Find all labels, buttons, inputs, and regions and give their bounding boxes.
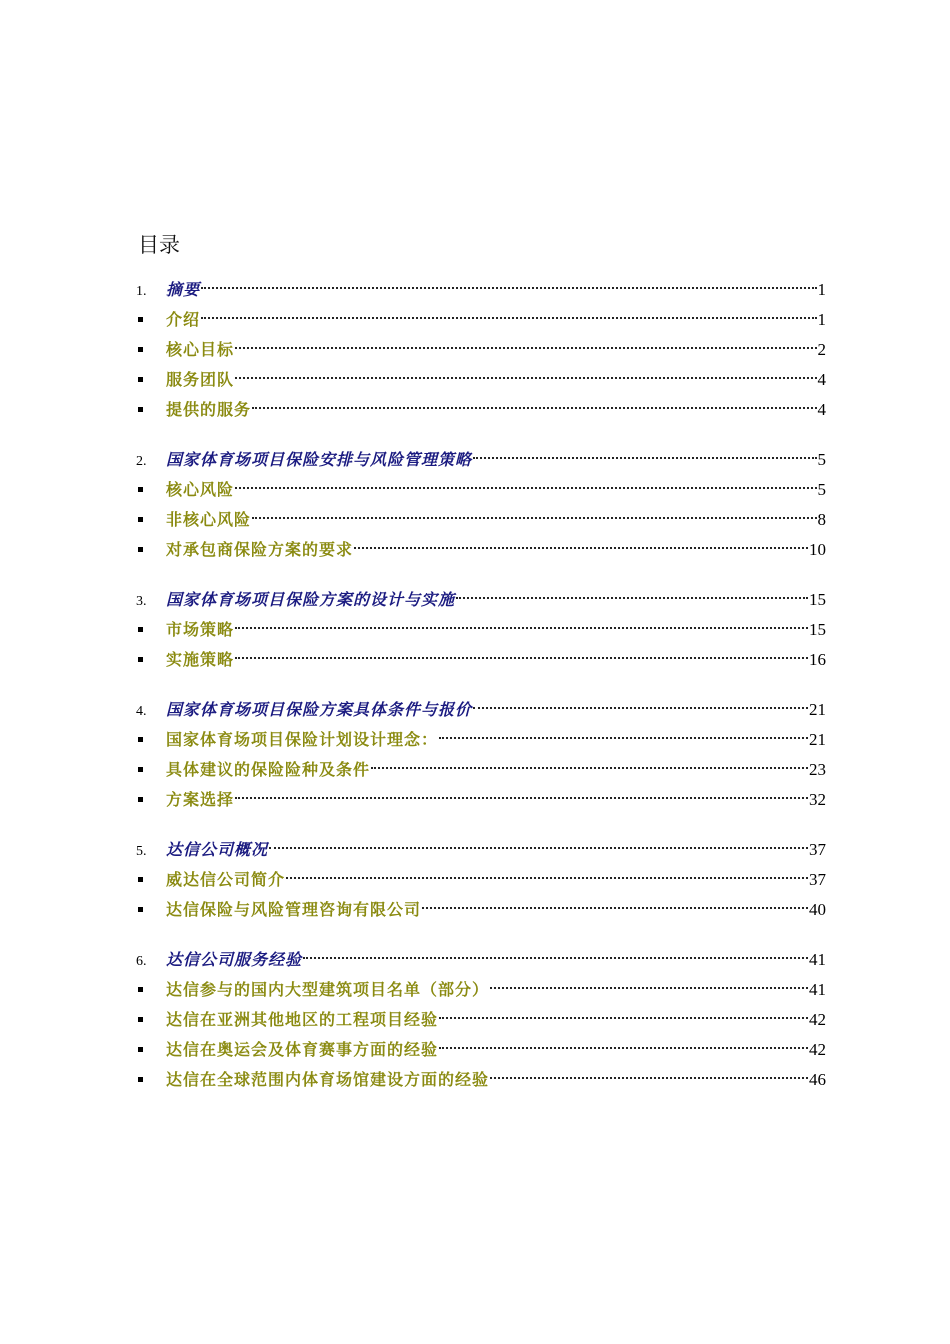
toc-heading-row[interactable] xyxy=(136,445,826,475)
bullet-marker xyxy=(136,727,166,757)
dot-leader xyxy=(439,1017,808,1019)
page-number: 2 xyxy=(817,340,826,359)
page-number: 5 xyxy=(817,450,826,469)
square-bullet-icon xyxy=(138,547,143,552)
toc-item-row[interactable] xyxy=(136,785,826,815)
toc-section xyxy=(136,275,826,425)
square-bullet-icon xyxy=(138,737,143,742)
page-number: 23 xyxy=(809,760,826,779)
toc-item-label: 服务团队 xyxy=(166,370,235,389)
page-number: 37 xyxy=(809,870,826,889)
section-number: 3. xyxy=(136,594,147,609)
square-bullet-icon xyxy=(138,1017,143,1022)
square-bullet-icon xyxy=(138,877,143,882)
page-number: 15 xyxy=(809,620,826,639)
toc-item-label: 非核心风险 xyxy=(166,510,252,529)
toc-item-row[interactable] xyxy=(136,1065,826,1095)
dot-leader xyxy=(490,987,808,989)
bullet-marker xyxy=(136,1067,166,1097)
toc-item-row[interactable] xyxy=(136,615,826,645)
page-number: 32 xyxy=(809,790,826,809)
dot-leader xyxy=(235,627,808,629)
page-number: 21 xyxy=(809,730,826,749)
toc-heading-row[interactable] xyxy=(136,835,826,865)
square-bullet-icon xyxy=(138,517,143,522)
section-heading: 摘要 xyxy=(166,280,201,299)
square-bullet-icon xyxy=(138,377,143,382)
dot-leader xyxy=(490,1077,808,1079)
toc-item-label: 提供的服务 xyxy=(166,400,252,419)
bullet-marker xyxy=(136,977,166,1007)
page-number: 8 xyxy=(817,510,826,529)
toc-section xyxy=(136,835,826,925)
dot-leader xyxy=(456,597,808,599)
bullet-marker xyxy=(136,507,166,537)
toc-heading-row[interactable] xyxy=(136,695,826,725)
dot-leader xyxy=(252,517,816,519)
toc-item-label: 方案选择 xyxy=(166,790,235,809)
dot-leader xyxy=(371,767,808,769)
toc-item-label: 达信保险与风险管理咨询有限公司 xyxy=(166,900,422,919)
section-number: 4. xyxy=(136,704,147,719)
toc-item-label: 国家体育场项目保险计划设计理念： xyxy=(166,730,439,749)
page-number: 1 xyxy=(817,280,826,299)
section-heading: 国家体育场项目保险方案具体条件与报价 xyxy=(166,700,473,719)
toc-item-row[interactable] xyxy=(136,505,826,535)
page-number: 4 xyxy=(817,370,826,389)
page-number: 1 xyxy=(817,310,826,329)
toc-item-row[interactable] xyxy=(136,305,826,335)
section-number: 5. xyxy=(136,844,147,859)
page-number: 46 xyxy=(809,1070,826,1089)
dot-leader xyxy=(473,457,816,459)
dot-leader xyxy=(439,1047,808,1049)
toc-item-row[interactable] xyxy=(136,1005,826,1035)
section-heading: 国家体育场项目保险安排与风险管理策略 xyxy=(166,450,473,469)
section-heading: 国家体育场项目保险方案的设计与实施 xyxy=(166,590,456,609)
toc-item-label: 核心风险 xyxy=(166,480,235,499)
bullet-marker xyxy=(136,647,166,677)
page-number: 21 xyxy=(809,700,826,719)
square-bullet-icon xyxy=(138,987,143,992)
page-number: 5 xyxy=(817,480,826,499)
dot-leader xyxy=(201,317,816,319)
toc-item-label: 达信参与的国内大型建筑项目名单（部分） xyxy=(166,980,490,999)
bullet-marker xyxy=(136,537,166,567)
section-number: 2. xyxy=(136,454,147,469)
dot-leader xyxy=(235,487,816,489)
toc-item-row[interactable] xyxy=(136,475,826,505)
toc-heading-row[interactable] xyxy=(136,275,826,305)
toc-heading-row[interactable] xyxy=(136,585,826,615)
square-bullet-icon xyxy=(138,797,143,802)
bullet-marker xyxy=(136,787,166,817)
dot-leader xyxy=(439,737,808,739)
bullet-marker xyxy=(136,397,166,427)
bullet-marker xyxy=(136,477,166,507)
page-number: 42 xyxy=(809,1010,826,1029)
page-number: 15 xyxy=(809,590,826,609)
square-bullet-icon xyxy=(138,627,143,632)
toc-item-row[interactable] xyxy=(136,645,826,675)
toc-section xyxy=(136,585,826,675)
dot-leader xyxy=(235,797,808,799)
page-number: 41 xyxy=(809,950,826,969)
toc-item-label: 具体建议的保险险种及条件 xyxy=(166,760,371,779)
table-of-contents xyxy=(136,275,826,1115)
page-number: 40 xyxy=(809,900,826,919)
dot-leader xyxy=(473,707,808,709)
bullet-marker xyxy=(136,867,166,897)
square-bullet-icon xyxy=(138,407,143,412)
bullet-marker xyxy=(136,617,166,647)
page-number: 16 xyxy=(809,650,826,669)
dot-leader xyxy=(235,347,816,349)
page-number: 37 xyxy=(809,840,826,859)
page-number: 42 xyxy=(809,1040,826,1059)
bullet-marker xyxy=(136,1037,166,1067)
toc-item-row[interactable] xyxy=(136,1035,826,1065)
section-number: 6. xyxy=(136,954,147,969)
dot-leader xyxy=(303,957,808,959)
square-bullet-icon xyxy=(138,657,143,662)
square-bullet-icon xyxy=(138,317,143,322)
toc-item-label: 对承包商保险方案的要求 xyxy=(166,540,354,559)
bullet-marker xyxy=(136,897,166,927)
page-number: 10 xyxy=(809,540,826,559)
section-number: 1. xyxy=(136,284,147,299)
toc-item-row[interactable] xyxy=(136,395,826,425)
toc-item-row[interactable] xyxy=(136,755,826,785)
toc-item-row[interactable] xyxy=(136,895,826,925)
toc-section xyxy=(136,945,826,1095)
toc-title: 目录 xyxy=(138,233,180,257)
toc-item-label: 市场策略 xyxy=(166,620,235,639)
square-bullet-icon xyxy=(138,767,143,772)
bullet-marker xyxy=(136,1007,166,1037)
dot-leader xyxy=(201,287,816,289)
square-bullet-icon xyxy=(138,1047,143,1052)
dot-leader xyxy=(235,657,808,659)
square-bullet-icon xyxy=(138,487,143,492)
toc-section xyxy=(136,695,826,815)
square-bullet-icon xyxy=(138,1077,143,1082)
section-heading: 达信公司概况 xyxy=(166,840,269,859)
toc-item-label: 达信在奥运会及体育赛事方面的经验 xyxy=(166,1040,439,1059)
section-heading: 达信公司服务经验 xyxy=(166,950,303,969)
dot-leader xyxy=(422,907,808,909)
page-number: 41 xyxy=(809,980,826,999)
toc-section xyxy=(136,445,826,565)
bullet-marker xyxy=(136,367,166,397)
toc-item-row[interactable] xyxy=(136,535,826,565)
square-bullet-icon xyxy=(138,347,143,352)
dot-leader xyxy=(235,377,816,379)
toc-item-label: 达信在亚洲其他地区的工程项目经验 xyxy=(166,1010,439,1029)
dot-leader xyxy=(269,847,808,849)
toc-item-label: 核心目标 xyxy=(166,340,235,359)
toc-item-label: 威达信公司简介 xyxy=(166,870,286,889)
toc-item-row[interactable] xyxy=(136,335,826,365)
toc-item-row[interactable] xyxy=(136,725,826,755)
toc-item-row[interactable] xyxy=(136,975,826,1005)
toc-item-row[interactable] xyxy=(136,365,826,395)
bullet-marker xyxy=(136,337,166,367)
page-number: 4 xyxy=(817,400,826,419)
toc-item-label: 介绍 xyxy=(166,310,201,329)
dot-leader xyxy=(354,547,808,549)
toc-item-label: 实施策略 xyxy=(166,650,235,669)
bullet-marker xyxy=(136,757,166,787)
toc-heading-row[interactable] xyxy=(136,945,826,975)
toc-item-row[interactable] xyxy=(136,865,826,895)
dot-leader xyxy=(252,407,816,409)
toc-item-label: 达信在全球范围内体育场馆建设方面的经验 xyxy=(166,1070,490,1089)
bullet-marker xyxy=(136,307,166,337)
square-bullet-icon xyxy=(138,907,143,912)
dot-leader xyxy=(286,877,808,879)
